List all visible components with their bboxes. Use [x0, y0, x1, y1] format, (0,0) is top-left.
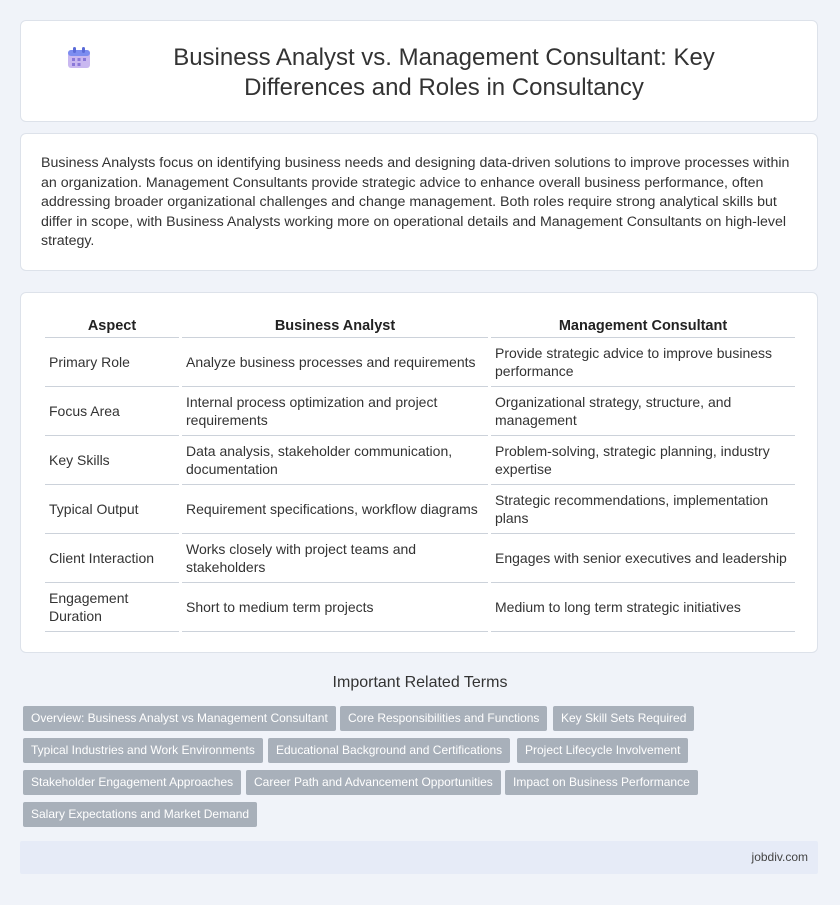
- row-aspect: Primary Role: [45, 338, 179, 387]
- related-term-tag[interactable]: Educational Background and Certifications: [268, 738, 510, 763]
- row-business-analyst: Analyze business processes and requirements: [182, 338, 488, 387]
- row-aspect: Focus Area: [45, 387, 179, 436]
- comparison-table: [42, 315, 798, 632]
- footer: [20, 841, 818, 874]
- related-term-tag[interactable]: Salary Expectations and Market Demand: [23, 802, 257, 827]
- table-row: [45, 338, 795, 387]
- row-management-consultant: Strategic recommendations, implementation plans: [491, 485, 795, 534]
- header-business-analyst: Business Analyst: [182, 315, 488, 338]
- intro-card: [20, 133, 818, 271]
- table-header-row: [45, 315, 795, 338]
- row-management-consultant: Provide strategic advice to improve business performance: [491, 338, 795, 387]
- header-management-consultant: Management Consultant: [491, 315, 795, 338]
- row-business-analyst: Short to medium term projects: [182, 583, 488, 632]
- related-term-tag[interactable]: Stakeholder Engagement Approaches: [23, 770, 241, 795]
- row-management-consultant: Medium to long term strategic initiatives: [491, 583, 795, 632]
- table-row: [45, 485, 795, 534]
- title-card: [20, 20, 818, 122]
- table-row: [45, 436, 795, 485]
- related-term-tag[interactable]: Impact on Business Performance: [505, 770, 698, 795]
- intro-paragraph: Business Analysts focus on identifying business needs and designing data-driven solutions to improve processes within an organization. Management Consultants provide strategic advice to enhance overall business performance, often addressing broader organizational challenges and change management. Both roles require strong analytical skills but differ in scope, with Business Analysts working more on operational details and Management Consultants on high-level strategy.: [41, 155, 790, 250]
- related-term-tag[interactable]: Career Path and Advancement Opportunities: [246, 770, 501, 795]
- comparison-table-card: [20, 292, 818, 653]
- row-aspect: Client Interaction: [45, 534, 179, 583]
- row-management-consultant: Organizational strategy, structure, and management: [491, 387, 795, 436]
- row-aspect: Typical Output: [45, 485, 179, 534]
- related-terms-title: Important Related Terms: [332, 674, 508, 691]
- row-business-analyst: Works closely with project teams and stakeholders: [182, 534, 488, 583]
- table-row: [45, 387, 795, 436]
- page-title: Business Analyst vs. Management Consultant: Key Differences and Roles in Consultancy: [173, 44, 715, 101]
- row-management-consultant: Problem-solving, strategic planning, industry expertise: [491, 436, 795, 485]
- row-business-analyst: Internal process optimization and project requirements: [182, 387, 488, 436]
- row-management-consultant: Engages with senior executives and leadership: [491, 534, 795, 583]
- related-term-tag[interactable]: Overview: Business Analyst vs Management Consultant: [23, 706, 336, 731]
- row-aspect: Key Skills: [45, 436, 179, 485]
- related-term-tag[interactable]: Core Responsibilities and Functions: [340, 706, 547, 731]
- related-term-tag[interactable]: Project Lifecycle Involvement: [517, 738, 688, 763]
- related-term-tag[interactable]: Key Skill Sets Required: [553, 706, 694, 731]
- footer-site-link[interactable]: jobdiv.com: [751, 850, 808, 864]
- row-business-analyst: Requirement specifications, workflow diagrams: [182, 485, 488, 534]
- header-aspect: Aspect: [45, 315, 179, 338]
- row-aspect: Engagement Duration: [45, 583, 179, 632]
- table-row: [45, 534, 795, 583]
- table-row: [45, 583, 795, 632]
- row-business-analyst: Data analysis, stakeholder communication, documentation: [182, 436, 488, 485]
- related-term-tag[interactable]: Typical Industries and Work Environments: [23, 738, 263, 763]
